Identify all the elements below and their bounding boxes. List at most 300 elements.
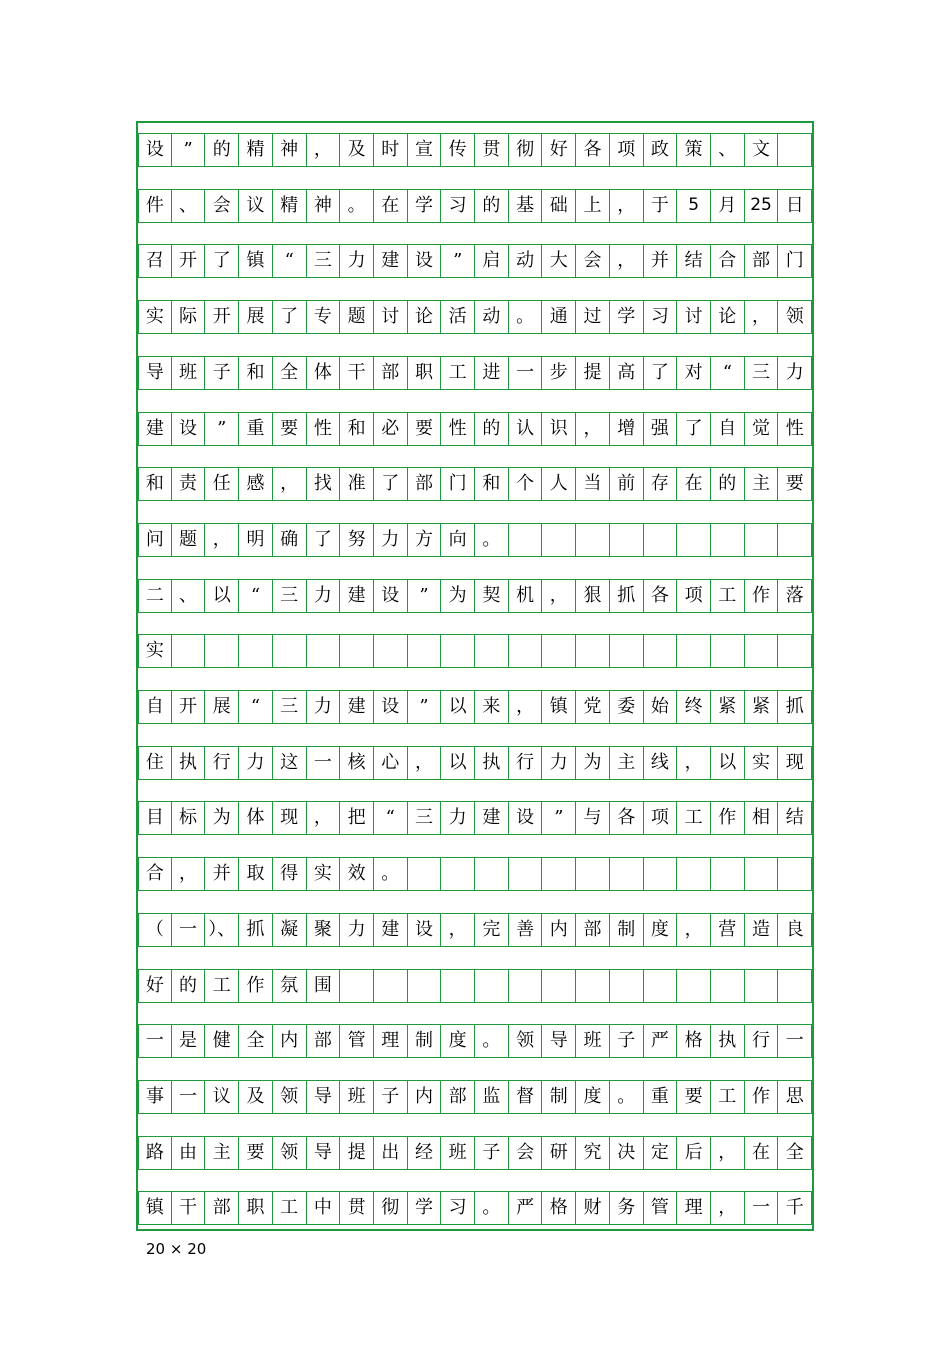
grid-cell: 了 [677,412,711,446]
grid-cell: 了 [374,467,408,501]
grid-cell: 力 [374,523,408,557]
grid-cell: 的 [711,467,745,501]
grid-cell [711,857,745,891]
grid-cell: 问 [138,523,172,557]
grid-cell: 了 [205,244,239,278]
grid-cell [711,969,745,1003]
grid-cell: ” [172,133,206,167]
grid-cell [475,969,509,1003]
grid-cell: 重 [239,412,273,446]
grid-cell: 了 [644,356,678,390]
grid-cell: 在 [677,467,711,501]
grid-cell: 围 [307,969,341,1003]
grid-cell: 作 [745,1080,779,1114]
grid-cell [677,969,711,1003]
grid-cell [408,969,442,1003]
grid-cell: 研 [542,1136,576,1170]
grid-cell [542,523,576,557]
grid-cell: 重 [644,1080,678,1114]
grid-cell: 终 [677,690,711,724]
grid-row [138,300,812,334]
grid-cell: 题 [340,300,374,334]
grid-cell: 抓 [778,690,812,724]
grid-cell: 议 [239,189,273,223]
grid-cell: 习 [644,300,678,334]
grid-cell: 子 [205,356,239,390]
grid-cell: 中 [307,1191,341,1225]
grid-cell: 定 [644,1136,678,1170]
grid-cell [644,634,678,668]
grid-cell: 设 [138,133,172,167]
grid-size-label: 20 × 20 [146,1240,207,1258]
grid-cell: 要 [239,1136,273,1170]
grid-cell: 严 [509,1191,543,1225]
grid-cell: 工 [711,1080,745,1114]
grid-cell: 造 [745,913,779,947]
grid-cell: 彻 [509,133,543,167]
grid-cell: 日 [778,189,812,223]
grid-row [138,801,812,835]
grid-cell: 部 [441,1080,475,1114]
grid-cell [441,634,475,668]
grid-cell: 确 [273,523,307,557]
grid-cell: 提 [340,1136,374,1170]
grid-cell: 方 [408,523,442,557]
grid-cell: 班 [441,1136,475,1170]
grid-cell: 自 [138,690,172,724]
grid-cell: 。 [340,189,374,223]
grid-cell: 文 [745,133,779,167]
grid-cell [677,523,711,557]
grid-cell: 项 [677,579,711,613]
grid-cell: 领 [273,1080,307,1114]
grid-cell: 作 [711,801,745,835]
grid-cell: 全 [239,1024,273,1058]
grid-cell [610,969,644,1003]
grid-cell: 在 [745,1136,779,1170]
grid-cell: ）、 [205,913,239,947]
grid-cell: 要 [677,1080,711,1114]
grid-cell [778,969,812,1003]
grid-cell: 找 [307,467,341,501]
grid-cell: 会 [576,244,610,278]
grid-cell: 抓 [239,913,273,947]
grid-row [138,189,812,223]
grid-cell: 合 [138,857,172,891]
grid-cell: 学 [610,300,644,334]
grid-cell: 凝 [273,913,307,947]
grid-cell: 导 [138,356,172,390]
grid-cell: 及 [340,133,374,167]
grid-cell: 格 [542,1191,576,1225]
grid-cell: 讨 [677,300,711,334]
grid-cell: 一 [138,1024,172,1058]
grid-row [138,746,812,780]
manuscript-grid [136,121,814,1231]
grid-cell: 际 [172,300,206,334]
grid-cell: 执 [172,746,206,780]
grid-cell [610,857,644,891]
grid-cell [745,857,779,891]
grid-cell: 政 [644,133,678,167]
grid-cell: 识 [542,412,576,446]
grid-cell: 主 [745,467,779,501]
grid-cell [610,523,644,557]
grid-cell: 性 [441,412,475,446]
grid-cell: 内 [273,1024,307,1058]
grid-cell: 动 [509,244,543,278]
grid-cell: 议 [205,1080,239,1114]
grid-cell: 标 [172,801,206,835]
grid-cell: 全 [273,356,307,390]
grid-cell: 得 [273,857,307,891]
grid-cell [408,634,442,668]
grid-cell: 出 [374,1136,408,1170]
grid-cell: 开 [172,690,206,724]
grid-cell: ， [576,412,610,446]
grid-cell: 以 [205,579,239,613]
grid-cell: 并 [644,244,678,278]
grid-cell: 当 [576,467,610,501]
grid-cell: 三 [273,579,307,613]
grid-cell [307,634,341,668]
grid-cell: 度 [441,1024,475,1058]
grid-cell: 建 [475,801,509,835]
grid-cell: 召 [138,244,172,278]
grid-cell: 落 [778,579,812,613]
grid-cell: 展 [205,690,239,724]
grid-cell: 主 [205,1136,239,1170]
grid-cell: ， [441,913,475,947]
grid-cell: 结 [677,244,711,278]
grid-cell: 彻 [374,1191,408,1225]
grid-cell: 领 [273,1136,307,1170]
grid-cell: 监 [475,1080,509,1114]
grid-cell: 设 [374,690,408,724]
grid-cell: 会 [205,189,239,223]
grid-cell: ” [205,412,239,446]
grid-cell: 实 [138,300,172,334]
grid-cell: “ [239,579,273,613]
grid-cell: 。 [610,1080,644,1114]
grid-cell: 觉 [745,412,779,446]
grid-cell: 力 [778,356,812,390]
grid-cell: 现 [273,801,307,835]
grid-cell: 建 [340,690,374,724]
grid-cell: 开 [172,244,206,278]
grid-row [138,690,812,724]
grid-cell: 和 [138,467,172,501]
grid-row [138,969,812,1003]
grid-cell [340,969,374,1003]
grid-cell: 精 [273,189,307,223]
grid-row [138,1024,812,1058]
grid-cell: ， [711,1136,745,1170]
grid-cell: 严 [644,1024,678,1058]
grid-cell: 增 [610,412,644,446]
grid-cell: 营 [711,913,745,947]
grid-cell: 了 [307,523,341,557]
grid-cell: 和 [340,412,374,446]
grid-cell: 财 [576,1191,610,1225]
grid-cell: 制 [610,913,644,947]
grid-cell: 设 [408,244,442,278]
grid-cell: 干 [340,356,374,390]
grid-cell: 力 [441,801,475,835]
grid-cell: 这 [273,746,307,780]
grid-cell: 内 [542,913,576,947]
grid-cell [576,523,610,557]
grid-row [138,1136,812,1170]
grid-cell: 效 [340,857,374,891]
grid-cell: 执 [475,746,509,780]
grid-row [138,1080,812,1114]
grid-row [138,412,812,446]
grid-cell: 神 [273,133,307,167]
grid-cell: 工 [273,1191,307,1225]
grid-cell: ， [273,467,307,501]
grid-cell: 力 [340,913,374,947]
grid-cell: ， [542,579,576,613]
grid-cell: 的 [475,412,509,446]
grid-cell: 策 [677,133,711,167]
grid-cell: 一 [509,356,543,390]
grid-cell: “ [273,244,307,278]
grid-cell: 好 [138,969,172,1003]
grid-cell: 制 [408,1024,442,1058]
grid-cell [644,969,678,1003]
grid-cell: 、 [711,133,745,167]
grid-cell: 基 [509,189,543,223]
grid-cell: 执 [711,1024,745,1058]
grid-cell: 展 [239,300,273,334]
grid-cell: 并 [205,857,239,891]
grid-cell: 以 [441,690,475,724]
grid-cell: 一 [307,746,341,780]
grid-cell: 由 [172,1136,206,1170]
grid-cell: ， [745,300,779,334]
grid-cell: 导 [542,1024,576,1058]
grid-cell [610,634,644,668]
grid-cell: 月 [711,189,745,223]
grid-cell: 任 [205,467,239,501]
grid-cell: 核 [340,746,374,780]
grid-cell: 上 [576,189,610,223]
grid-cell: 要 [778,467,812,501]
grid-cell: 始 [644,690,678,724]
grid-row [138,244,812,278]
grid-cell: 项 [644,801,678,835]
grid-cell: “ [239,690,273,724]
grid-cell: 究 [576,1136,610,1170]
grid-cell: 启 [475,244,509,278]
grid-cell: 心 [374,746,408,780]
grid-cell: 路 [138,1136,172,1170]
grid-cell: 。 [475,523,509,557]
grid-cell: 门 [778,244,812,278]
grid-cell: 氛 [273,969,307,1003]
grid-cell: 前 [610,467,644,501]
grid-row [138,579,812,613]
grid-cell [542,857,576,891]
grid-cell: 。 [509,300,543,334]
grid-cell: 题 [172,523,206,557]
grid-cell: 了 [273,300,307,334]
grid-cell: 理 [677,1191,711,1225]
grid-cell: 贯 [475,133,509,167]
grid-cell: ” [542,801,576,835]
grid-cell: 一 [778,1024,812,1058]
grid-cell: 后 [677,1136,711,1170]
grid-cell: 抓 [610,579,644,613]
grid-cell [711,523,745,557]
grid-cell: 子 [374,1080,408,1114]
grid-cell: 理 [374,1024,408,1058]
grid-cell: 镇 [138,1191,172,1225]
grid-cell: 和 [239,356,273,390]
grid-cell: 5 [677,189,711,223]
grid-cell: 步 [542,356,576,390]
grid-cell: ， [307,133,341,167]
grid-cell: 目 [138,801,172,835]
grid-cell: 建 [340,579,374,613]
grid-cell: 导 [307,1080,341,1114]
grid-cell: （ [138,913,172,947]
grid-cell: 行 [745,1024,779,1058]
grid-cell: 作 [239,969,273,1003]
grid-cell: 管 [340,1024,374,1058]
grid-cell: 千 [778,1191,812,1225]
grid-cell: 在 [374,189,408,223]
grid-cell: 合 [711,244,745,278]
grid-cell: 格 [677,1024,711,1058]
grid-cell: 善 [509,913,543,947]
grid-cell: 住 [138,746,172,780]
grid-cell: 班 [576,1024,610,1058]
grid-cell: 子 [610,1024,644,1058]
grid-cell: 与 [576,801,610,835]
grid-cell: 导 [307,1136,341,1170]
grid-cell: 项 [610,133,644,167]
grid-cell: 经 [408,1136,442,1170]
grid-cell: 个 [509,467,543,501]
grid-cell [374,969,408,1003]
grid-cell: ， [711,1191,745,1225]
grid-cell [475,634,509,668]
grid-cell [745,969,779,1003]
grid-cell: 一 [172,913,206,947]
grid-cell: 决 [610,1136,644,1170]
grid-cell: 的 [475,189,509,223]
grid-cell: ， [509,690,543,724]
grid-cell: 人 [542,467,576,501]
grid-cell: 子 [475,1136,509,1170]
grid-cell: 时 [374,133,408,167]
grid-cell [239,634,273,668]
grid-cell: 镇 [542,690,576,724]
grid-cell: 实 [138,634,172,668]
grid-cell [778,634,812,668]
grid-cell: 习 [441,1191,475,1225]
grid-cell: 性 [307,412,341,446]
grid-cell: 镇 [239,244,273,278]
grid-cell [576,634,610,668]
grid-cell: 动 [475,300,509,334]
grid-row [138,467,812,501]
grid-row [138,913,812,947]
grid-cell [778,133,812,167]
grid-cell: 过 [576,300,610,334]
grid-row [138,356,812,390]
grid-cell: 力 [239,746,273,780]
grid-cell: 学 [408,189,442,223]
grid-cell: 部 [408,467,442,501]
grid-cell: 来 [475,690,509,724]
grid-cell: 三 [745,356,779,390]
grid-cell: 契 [475,579,509,613]
grid-cell: 论 [711,300,745,334]
grid-cell [542,634,576,668]
grid-cell: 领 [509,1024,543,1058]
grid-cell: 行 [205,746,239,780]
grid-cell: 一 [172,1080,206,1114]
grid-cell: “ [711,356,745,390]
grid-cell: 度 [644,913,678,947]
grid-cell: ， [610,244,644,278]
grid-cell: 高 [610,356,644,390]
grid-cell: ” [408,690,442,724]
grid-cell: 体 [307,356,341,390]
grid-cell: 以 [441,746,475,780]
grid-cell: 力 [340,244,374,278]
grid-cell: 设 [509,801,543,835]
grid-cell: ” [408,579,442,613]
grid-cell: ， [408,746,442,780]
grid-cell: 向 [441,523,475,557]
grid-cell: 开 [205,300,239,334]
grid-cell: 是 [172,1024,206,1058]
grid-cell: 存 [644,467,678,501]
grid-cell [509,523,543,557]
grid-cell: 狠 [576,579,610,613]
grid-cell: 。 [374,857,408,891]
grid-cell: 各 [576,133,610,167]
grid-cell: 会 [509,1136,543,1170]
grid-cell: 制 [542,1080,576,1114]
grid-cell: 相 [745,801,779,835]
grid-cell: 的 [205,133,239,167]
grid-cell: 神 [307,189,341,223]
grid-cell: 传 [441,133,475,167]
grid-cell: 职 [239,1191,273,1225]
grid-cell: 工 [441,356,475,390]
grid-cell: 内 [408,1080,442,1114]
grid-cell: ， [307,801,341,835]
grid-cell: 于 [644,189,678,223]
grid-cell: 部 [745,244,779,278]
grid-cell [745,523,779,557]
grid-cell: 自 [711,412,745,446]
grid-cell: 认 [509,412,543,446]
grid-cell [778,523,812,557]
grid-cell: 作 [745,579,779,613]
grid-cell [509,969,543,1003]
grid-cell: ， [677,913,711,947]
grid-cell: 25 [745,189,779,223]
grid-cell: 取 [239,857,273,891]
grid-cell: ， [610,189,644,223]
grid-cell: 习 [441,189,475,223]
